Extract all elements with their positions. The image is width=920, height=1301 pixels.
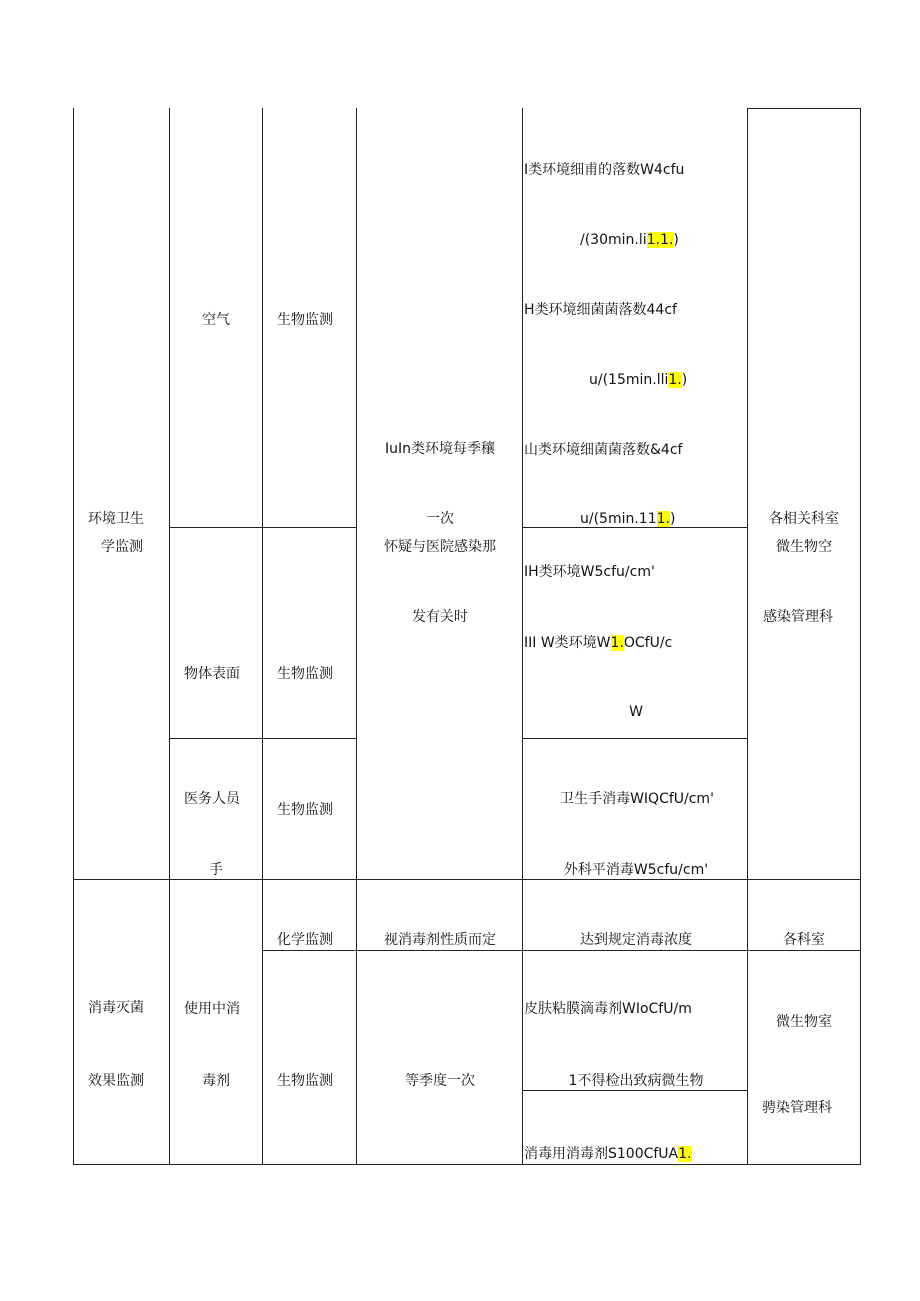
criteria-surface-line: III W类环境W1.OCfU/c bbox=[524, 635, 673, 651]
dept-bio-line: 骋染管理科 bbox=[762, 1100, 832, 1116]
criteria-surface-line: IH类环境W5cfu∕cm' bbox=[524, 564, 655, 580]
criteria-air-line: 山类环境细菌菌落数&4cf bbox=[524, 442, 683, 458]
highlight-mark: 1.1. bbox=[646, 232, 674, 248]
frequency-line: 发有关时 bbox=[412, 609, 468, 625]
grid-line bbox=[522, 738, 748, 739]
criteria-air-line: /(30min.li1.1.) bbox=[580, 232, 679, 248]
criteria-air-line: I类环境细甫的落数W4cfu bbox=[524, 162, 685, 178]
highlight-mark: 1. bbox=[610, 635, 624, 651]
criteria-bio-line: 消毒用消毒剂S100CfUA1. bbox=[524, 1146, 692, 1162]
highlight-mark: 1. bbox=[656, 511, 670, 527]
criteria-bio-line: 1不得检出致病微生物 bbox=[568, 1073, 704, 1089]
highlight-mark: 1. bbox=[678, 1146, 692, 1162]
category-line: 环境卫生 bbox=[88, 511, 144, 527]
grid-line bbox=[73, 1164, 861, 1165]
criteria-surface-line: W bbox=[629, 704, 643, 720]
method-air: 生物监测 bbox=[277, 312, 333, 328]
grid-line bbox=[356, 108, 357, 1165]
frequency-line: 怀疑与医院感染那 bbox=[384, 539, 496, 555]
grid-line bbox=[262, 950, 861, 951]
grid-line bbox=[73, 108, 74, 1165]
grid-line bbox=[747, 108, 748, 1165]
criteria-hands-line: 外科平消毒W5cfu∕cm' bbox=[563, 862, 709, 878]
item-hands-line: 医务人员 bbox=[184, 791, 240, 807]
frequency-chem: 视消毒剂性质而定 bbox=[384, 932, 496, 948]
grid-line bbox=[860, 108, 861, 1165]
grid-line bbox=[262, 108, 263, 1165]
highlight-mark: 1. bbox=[668, 372, 682, 388]
grid-line bbox=[522, 108, 523, 1165]
frequency-line: 一次 bbox=[426, 511, 454, 527]
item-surface: 物体表面 bbox=[184, 666, 240, 682]
method-hands: 生物监测 bbox=[277, 802, 333, 818]
criteria-air-line: H类环境细菌菌落数44cf bbox=[524, 302, 677, 318]
category-line: 学监测 bbox=[101, 539, 143, 555]
category-line: 效果监测 bbox=[88, 1073, 144, 1089]
frequency-bio: 等季度一次 bbox=[405, 1073, 475, 1089]
item-air: 空气 bbox=[202, 312, 230, 328]
method-surface: 生物监测 bbox=[277, 666, 333, 682]
grid-line bbox=[169, 527, 357, 528]
grid-line bbox=[169, 738, 357, 739]
frequency-line: IuIn类环境每季穰 bbox=[384, 441, 496, 457]
method-bio: 生物监测 bbox=[277, 1073, 333, 1089]
item-disinfectant-line: 使用中消 bbox=[184, 1001, 240, 1017]
criteria-air-line: u/(15min.lli1.) bbox=[589, 372, 688, 388]
dept-line: 微生物空 bbox=[776, 539, 832, 555]
dept-chem: 各科室 bbox=[783, 932, 825, 948]
criteria-hands-line: 卫生手消毒WIQCfU∕cm' bbox=[560, 791, 714, 807]
item-disinfectant-line: 毒剂 bbox=[202, 1073, 230, 1089]
dept-line: 感染管理科 bbox=[763, 609, 833, 625]
grid-line bbox=[522, 1090, 748, 1091]
category-line: 消毒灭菌 bbox=[88, 1000, 144, 1016]
criteria-chem: 达到规定消毒浓度 bbox=[580, 932, 692, 948]
item-hands-line: 手 bbox=[209, 862, 223, 878]
dept-bio-line: 微生物室 bbox=[776, 1014, 832, 1030]
grid-line bbox=[747, 108, 861, 109]
grid-line bbox=[73, 879, 861, 880]
method-chem: 化学监测 bbox=[277, 932, 333, 948]
grid-line bbox=[169, 108, 170, 1165]
criteria-bio-line: 皮肤粘膜滴毒剂WIoCfU/m bbox=[524, 1001, 692, 1017]
dept-line: 各相关科室 bbox=[769, 511, 839, 527]
criteria-air-line: u/(5min.111.) bbox=[580, 511, 676, 527]
